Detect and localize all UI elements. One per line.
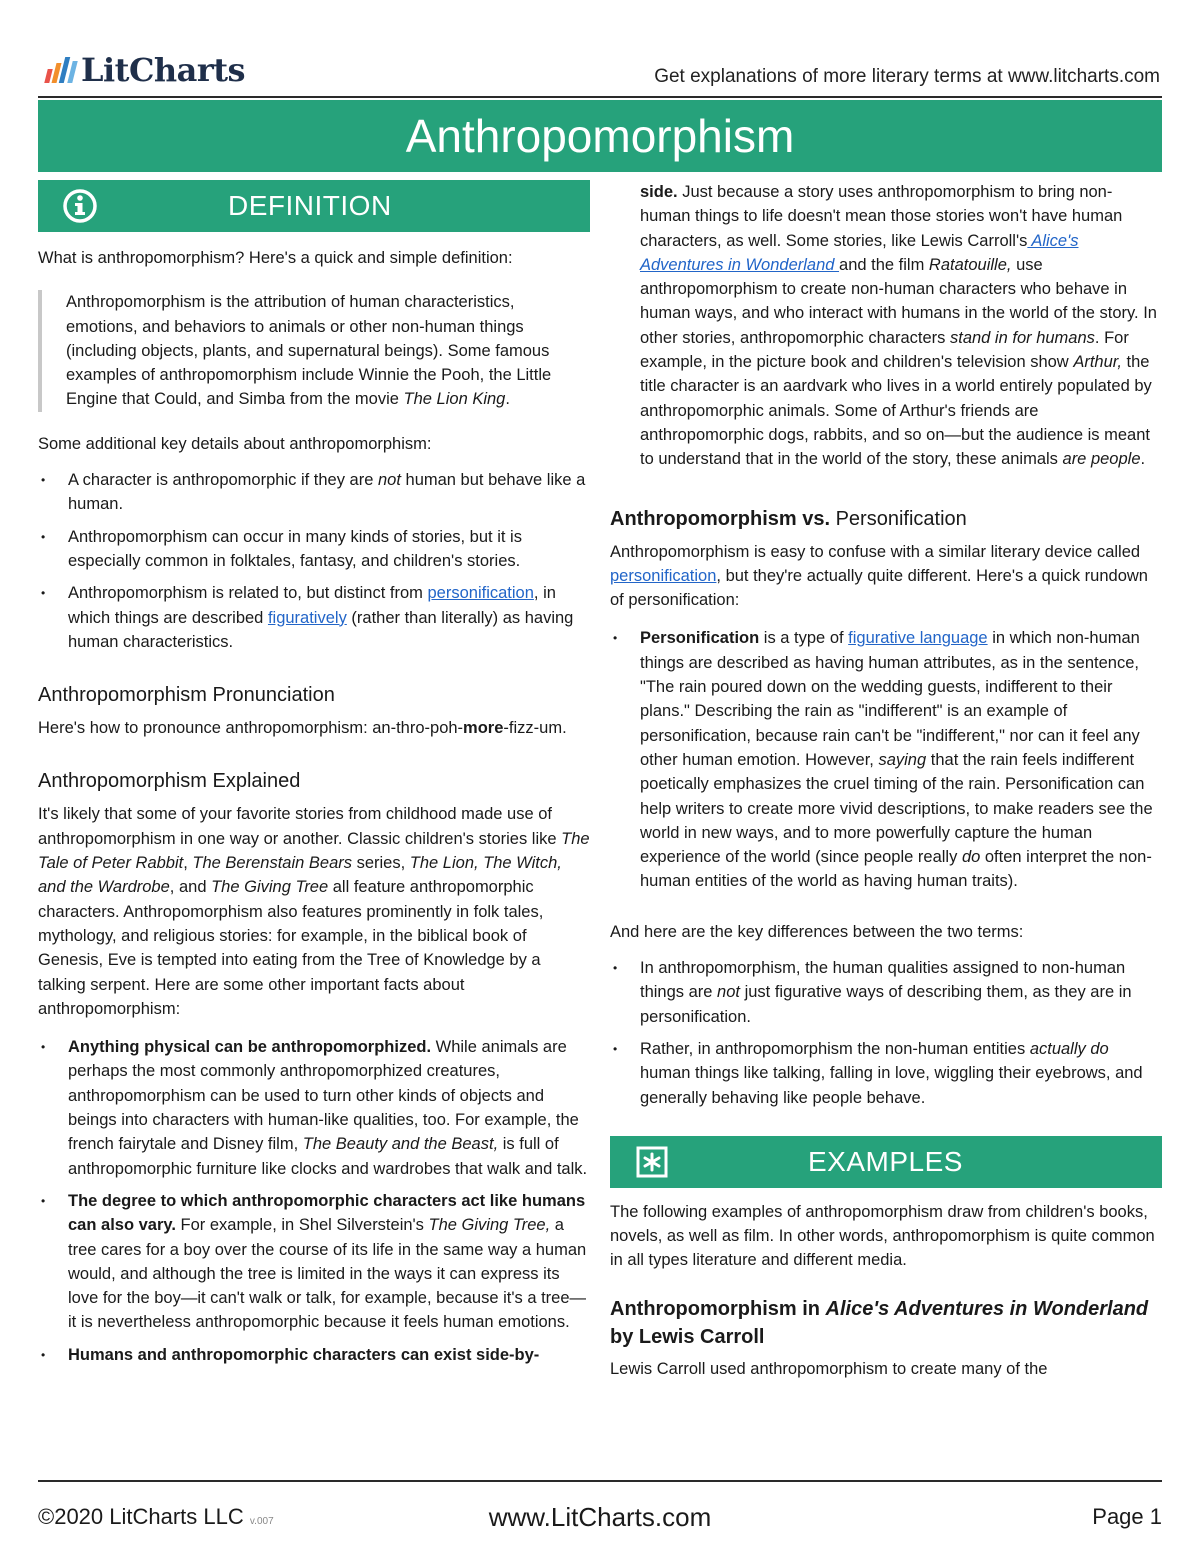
list-item: • Humans and anthropomorphic characters can exist side-by- <box>38 1343 590 1367</box>
definition-quote: Anthropomorphism is the attribution of human characteristics, emotions, and behaviors to animals or other non-human things (including objects, plants, and supernatural beings). Some famous examples of anthropomorphism include Winnie the Pooh, the Little Engine that Could, and Simba from the movie The Lion King. <box>38 290 590 411</box>
header-tagline: Get explanations of more literary terms at www.litcharts.com <box>654 66 1160 87</box>
differences-intro: And here are the key differences between the two terms: <box>610 922 1024 941</box>
list-item: • In anthropomorphism, the human qualities assigned to non-human things are not just figurative ways of describing them, as they are in personification. <box>610 956 1162 1029</box>
vs-intro: Anthropomorphism is easy to confuse with a similar literary device called personification, but they're actually quite different. Here's a quick rundown of personification: <box>610 542 1148 610</box>
info-icon <box>62 188 98 224</box>
differences-list <box>610 956 1162 1110</box>
personification-link[interactable]: personification <box>427 584 534 603</box>
figurative-language-link[interactable]: figurative language <box>848 629 988 648</box>
alice-link[interactable]: Alice's Adventures in Wonderland <box>640 231 1079 274</box>
copyright: ©2020 LitCharts LLC v.007 <box>38 1504 274 1529</box>
definition-intro: What is anthropomorphism? Here's a quick and simple definition: <box>38 249 513 267</box>
left-column <box>38 180 590 1375</box>
personification-list <box>610 626 1162 893</box>
explained-heading: Anthropomorphism Explained <box>38 770 301 793</box>
explained-paragraph: It's likely that some of your favorite stories from childhood made use of anthropomorphism in one way or another. Classic children's stories like The Tale of Peter Rabbit, The Berenstain Bears series, The Lion, The Witch, and the Wardrobe, and The Giving Tree all feature anthropomorphic characters. Anthropomorphism also features prominently in folk tales, mythology, and religious stories: for example, in the biblical book of Genesis, Eve is tempted into eating from the Tree of Knowledge by a talking serpent. Here are some other important facts about anthropomorphism: <box>38 805 590 1018</box>
side-by-side-continued: side. Just because a story uses anthropomorphism to bring non-human things to life doesn't mean those stories won't have human characters, as well. Some stories, like Lewis Carroll's Alice's Adventures in Wonderland and the film Ratatouille, use anthropomorphism to create non-human characters who behave in human ways, and who interact with humans in the world of the story. In other stories, anthropomorphic characters stand in for humans. For example, in the picture book and children's television show Arthur, the title character is an aardvark who lives in a world entirely populated by anthropomorphic animals. Some of Arthur's friends are anthropomorphic dogs, rabbits, and so on—but the audience is meant to understand that in the world of the story, these animals are people. <box>640 183 1157 469</box>
logo-bars-icon <box>46 57 75 83</box>
list-item: • Anthropomorphism is related to, but distinct from personification, in which things are described figuratively (rather than literally) as having human characteristics. <box>38 581 590 654</box>
page-footer <box>38 1500 1162 1540</box>
list-item: • Anthropomorphism can occur in many kinds of stories, but it is especially common in folktales, fantasy, and children's stories. <box>38 525 590 574</box>
list-item: • Personification is a type of figurative language in which non-human things are described as having human attributes, as in the sentence, "The rain poured down on the wedding guests, indifferent to their plans." Describing the rain as "indifferent" is an example of personification, because rain can't be "indifferent," nor can it feel any other human emotion. However, saying that the rain feels indifferent poetically emphasizes the cruel timing of the rain. Personification can help writers to create more vivid descriptions, to make readers see the world in new ways, and to more powerfully capture the human experience of the world (since people really do often interpret the non-human entities of the world as having human traits). <box>610 626 1162 893</box>
list-item: • The degree to which anthropomorphic characters act like humans can also vary. For example, in Shel Silverstein's The Giving Tree, a tree cares for a boy over the course of its life in the same way a human would, and although the tree is limited in the ways it can express its love for the boy—it can't walk or talk, for example, because it's a tree—it is nevertheless anthropomorphic because it feels human emotions. <box>38 1189 590 1335</box>
definition-heading: DEFINITION <box>228 190 392 221</box>
pronunciation-heading: Anthropomorphism Pronunciation <box>38 684 335 707</box>
footer-divider <box>38 1480 1162 1482</box>
page-number: Page 1 <box>1092 1504 1162 1529</box>
page-header <box>38 50 1162 98</box>
figuratively-link[interactable]: figuratively <box>267 608 347 627</box>
details-intro: Some additional key details about anthropomorphism: <box>38 434 432 453</box>
definition-section-header <box>38 180 590 232</box>
page-title: Anthropomorphism <box>38 100 1162 172</box>
right-column <box>610 180 1162 1381</box>
list-item: • A character is anthropomorphic if they are not human but behave like a human. <box>38 468 590 517</box>
site-link[interactable]: www.LitCharts.com <box>488 1502 712 1532</box>
litcharts-logo[interactable] <box>46 52 245 88</box>
pronunciation-text: Here's how to pronounce anthropomorphism: an-thro-poh-more-fizz-um. <box>38 719 567 738</box>
examples-intro: The following examples of anthropomorphism draw from children's books, novels, as well as film. In other words, anthropomorphism is quite common in all types literature and different media. <box>610 1202 1155 1270</box>
alice-text: Lewis Carroll used anthropomorphism to create many of the <box>610 1359 1048 1378</box>
logo-text: LitCharts <box>81 51 246 89</box>
version-label: v.007 <box>249 1516 274 1527</box>
explained-list <box>38 1035 590 1367</box>
list-item: • Anything physical can be anthropomorphized. While animals are perhaps the most commonly anthropomorphized creatures, anthropomorphism can be used to turn other kinds of objects and beings into characters with human-like qualities, too. For example, the french fairytale and Disney film, The Beauty and the Beast, is full of anthropomorphic furniture like clocks and wardrobes that walk and talk. <box>38 1035 590 1181</box>
alice-heading: Anthropomorphism in Alice's Adventures in Wonderland by Lewis Carroll <box>610 1297 1149 1348</box>
details-list <box>38 468 590 654</box>
list-item: • Rather, in anthropomorphism the non-human entities actually do human things like talking, falling in love, wiggling their eyebrows, and generally behaving like people behave. <box>610 1037 1162 1110</box>
header-divider <box>38 96 1162 98</box>
asterisk-icon <box>634 1144 670 1180</box>
examples-heading: EXAMPLES <box>808 1145 963 1177</box>
vs-heading: Anthropomorphism vs. Personification <box>610 507 967 530</box>
examples-section-header <box>610 1136 1162 1188</box>
personification-link[interactable]: personification <box>610 566 717 585</box>
